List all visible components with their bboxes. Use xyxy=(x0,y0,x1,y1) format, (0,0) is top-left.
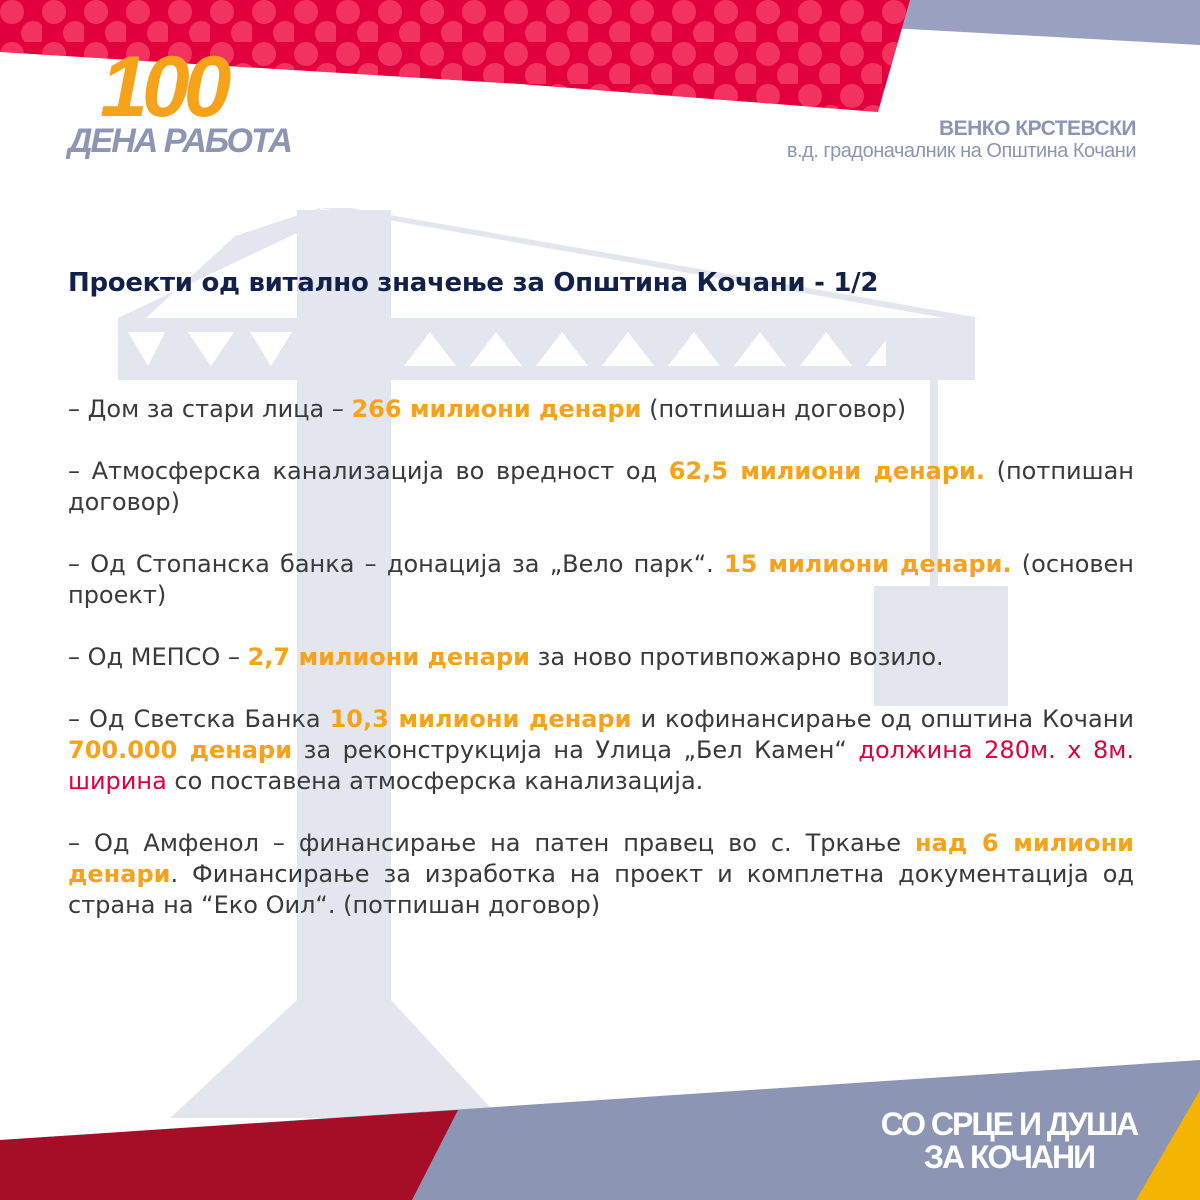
list-item: – Од МЕПСО – 2,7 милиони денари за ново противпожарно возило. xyxy=(68,643,944,671)
slogan-line-2: ЗА КОЧАНИ xyxy=(923,1139,1095,1175)
bottom-red-band xyxy=(0,1110,458,1200)
top-slate-band xyxy=(880,0,1200,45)
list-item: – Од Светска Банка 10,3 милиони денари и кофинансирање од општина Кочани 700.000 денари за реконструкција на Улица „Бел Камен“ должина 280м. х 8м. ширина со поставена атмосферска канализација. xyxy=(68,705,1134,795)
page-title: Проекти од витално значење за Општина Кочани - 1/2 xyxy=(68,268,879,298)
list-item: – Дом за стари лица – 266 милиони денари (потпишан договор) xyxy=(68,395,907,423)
list-item: – Од Амфенол – финансирање на патен правец во с. Тркање над 6 милиони денари. Финансирање за изработка на проект и комплетна документација од страна на “Еко Оил“. (потпишан договор) xyxy=(68,829,1134,919)
mayor-name: ВЕНКО КРСТЕВСКИ xyxy=(938,117,1136,140)
list-item: – Од Стопанска банка – донација за „Вело парк“. 15 милиони денари. (основен проект) xyxy=(68,550,1134,609)
list-item: – Атмосферска канализација во вредност од 62,5 милиони денари. (потпишан договор) xyxy=(68,457,1134,516)
logo-text: ДЕНА РАБОТА xyxy=(68,122,291,160)
logo-number: 100 xyxy=(100,39,226,135)
slogan xyxy=(880,1108,1138,1174)
slogan-line-1: СО СРЦЕ И ДУША xyxy=(880,1106,1138,1142)
mayor-block xyxy=(787,117,1136,162)
mayor-role: в.д. градоначалник на Општина Кочани xyxy=(786,140,1136,163)
project-list xyxy=(68,394,1134,952)
